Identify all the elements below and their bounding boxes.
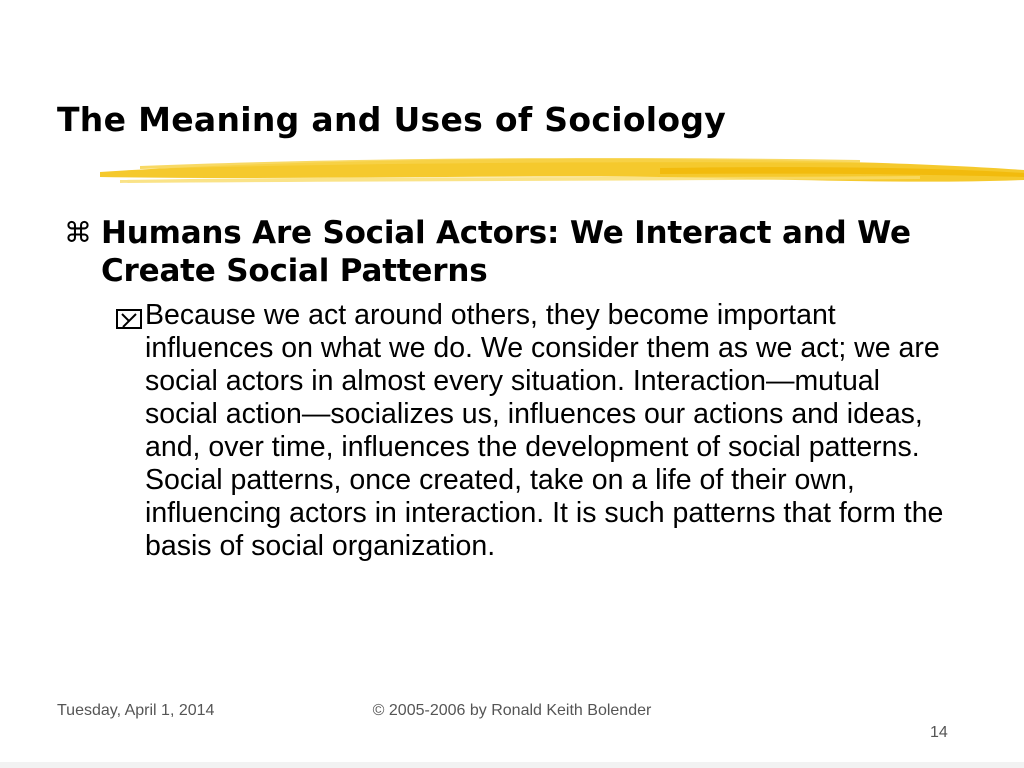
z-bullet-icon: ⌘ bbox=[64, 216, 92, 249]
title-highlight-stroke bbox=[100, 150, 1024, 190]
bottom-divider bbox=[0, 762, 1024, 768]
bullet-level-1-text: Humans Are Social Actors: We Interact and We Create Social Patterns bbox=[101, 215, 911, 289]
checkbox-y-icon bbox=[115, 308, 145, 330]
footer-copyright: © 2005-2006 by Ronald Keith Bolender bbox=[372, 702, 652, 719]
slide-title: The Meaning and Uses of Sociology bbox=[57, 100, 727, 139]
footer-page-number: 14 bbox=[930, 724, 948, 741]
footer-date: Tuesday, April 1, 2014 bbox=[57, 702, 215, 719]
bullet-level-2-text: Because we act around others, they become important influences on what we do. We consider them as we act; we are social actors in almost every situation. Interaction—mutual social action—socializes us, influences our actions and ideas, and, over time, influences the development of social patterns. Social patterns, once created, take on a life of their own, influencing actors in interaction. It is such patterns that form the basis of social organization. bbox=[145, 299, 944, 562]
bullet-level-1 bbox=[64, 214, 924, 290]
bullet-level-2 bbox=[115, 299, 955, 563]
